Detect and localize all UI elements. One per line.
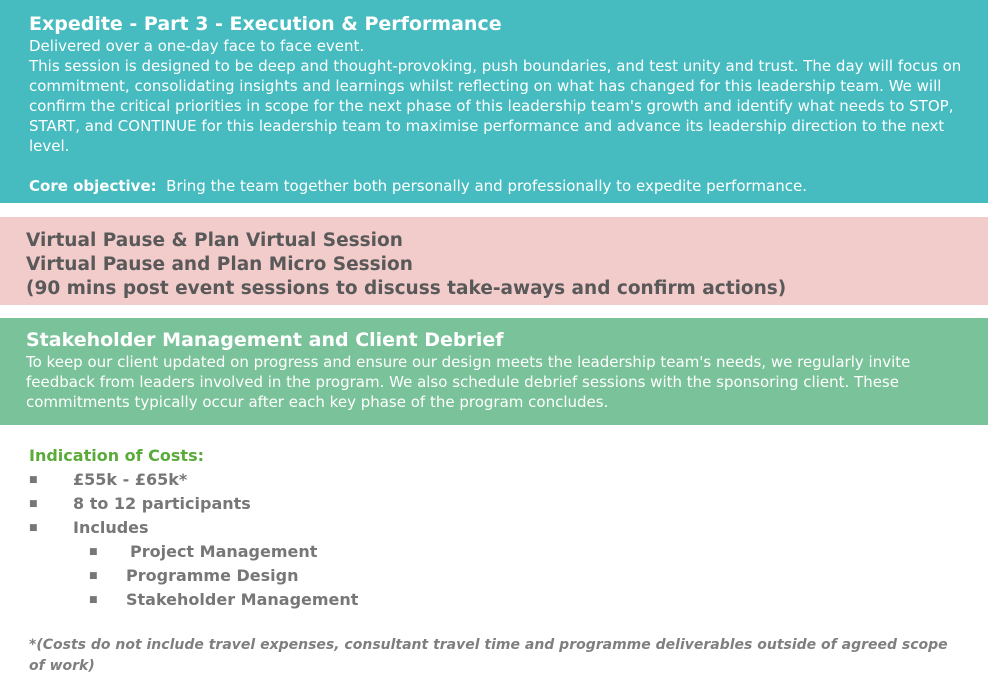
includes-item-programme-design [29, 564, 959, 588]
core-objective [29, 176, 978, 196]
includes-item-label: Stakeholder Management [126, 590, 359, 609]
cost-item-label: 8 to 12 participants [73, 494, 251, 513]
execution-section [0, 0, 988, 203]
includes-item-project-management [29, 540, 959, 564]
includes-item-label: Project Management [130, 542, 318, 561]
virtual-session-section [0, 217, 988, 305]
cost-item-includes [29, 516, 959, 540]
stakeholder-description: To keep our client updated on progress and ensure our design meets the leadership team's needs, we regularly invite feedback from leaders involved in the program. We also schedule debrief sessions with the sponsoring client. These commitments typically occur after each key phase of the program concludes. [26, 353, 911, 411]
execution-title: Expedite - Part 3 - Execution & Performance [29, 13, 502, 35]
virtual-session-line-1: Virtual Pause & Plan Virtual Session [26, 230, 403, 251]
stakeholder-title: Stakeholder Management and Client Debrief [26, 329, 504, 351]
cost-item-participants [29, 492, 959, 516]
virtual-session-line-2: Virtual Pause and Plan Micro Session [26, 254, 413, 275]
bullet-icon: ■ [29, 499, 38, 509]
core-objective-label: Core objective: [29, 177, 157, 195]
includes-item-label: Programme Design [126, 566, 299, 585]
bullet-icon: ■ [89, 571, 98, 581]
costs-section [29, 444, 959, 612]
costs-title: Indication of Costs: [29, 446, 204, 465]
stakeholder-section [0, 318, 988, 425]
cost-item-price [29, 468, 959, 492]
bullet-icon: ■ [29, 475, 38, 485]
cost-item-label: Includes [73, 518, 149, 537]
execution-description: This session is designed to be deep and thought-provoking, push boundaries, and test unity and trust. The day will focus on commitment, consolidating insights and learnings whilst reflecting on what has changed for this leadership team. We will confirm the critical priorities in scope for the next phase of this leadership team's growth and identify what needs to STOP, START, and CONTINUE for this leadership team to maximise performance and advance its leadership direction to the next level. [29, 57, 962, 155]
bullet-icon: ■ [89, 595, 98, 605]
virtual-session-line-3: (90 mins post event sessions to discuss take-aways and confirm actions) [26, 278, 787, 299]
cost-item-label: £55k - £65k* [73, 470, 188, 489]
includes-item-stakeholder-management [29, 588, 959, 612]
bullet-icon: ■ [89, 547, 98, 557]
execution-delivery: Delivered over a one-day face to face event. [29, 37, 365, 55]
costs-footnote: *(Costs do not include travel expenses, consultant travel time and programme deliverables outside of agreed scope of work) [29, 637, 948, 674]
core-objective-text: Bring the team together both personally and professionally to expedite performance. [166, 177, 807, 195]
bullet-icon: ■ [29, 523, 38, 533]
